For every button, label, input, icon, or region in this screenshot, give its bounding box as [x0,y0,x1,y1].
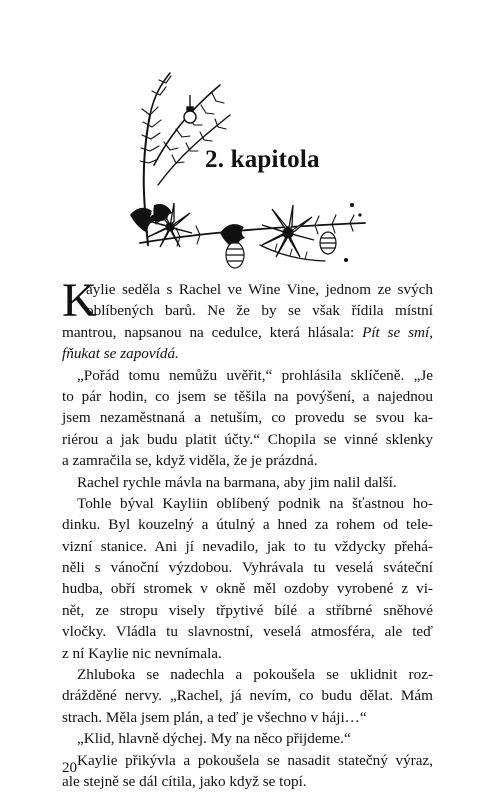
paragraph [62,750,433,793]
text-line: vločky. Vládla tu slavnostní, veselá atmosféra, ale teď [62,623,433,641]
paragraph [62,493,433,664]
text-line: Zhluboka se nadechla a pokoušela se uklidnit roz- [77,666,433,684]
paragraph [62,664,433,728]
paragraph [62,274,434,365]
text-line: Tohle býval Kayliin oblíbený podnik na šťastnou ho- [77,494,433,512]
text-line: vizní stanice. Ani jí nevadilo, jak to tu vždycky přehá- [62,537,433,555]
paragraph [62,728,433,749]
text-line: hudba, obří stromek v okně měl ozdoby vyrobené z vi- [62,580,433,598]
text-line: strach. Měla jsem plán, a teď je všechno v háji…“ [62,708,367,726]
chapter-title: 2. kapitola [205,146,320,173]
body-text [62,274,434,792]
text-line: Kaylie přikývla a pokoušela se nasadit statečný výraz, [77,751,433,769]
text-line: ale stejně se dál cítila, jako když se topí. [62,772,307,790]
text-line: fňukat se zapovídá. [62,345,179,363]
paragraph [62,365,433,472]
text-line: riérou a jak budu platit účty.“ Chopila se vinné sklenky [62,430,433,448]
text-line: nět, ze stropu visely třpytivé bílé a stříbrné sněhové [62,601,433,619]
text-line: dinku. Byl kouzelný a útulný a hned za rohem od tele- [62,516,433,534]
text-line: „Pořád tomu nemůžu uvěřit,“ prohlásila sklíčeně. „Je [77,366,433,384]
text-line: oblíbených barů. Ne že by se však řídila místní [86,302,433,320]
text-line: „Klid, hlavně dýchej. My na něco přijdeme.“ [77,730,351,748]
text-line: něli s vánoční výzdobou. Vyhrávala tu veselá sváteční [62,559,433,577]
text-line: Rachel rychle mávla na barmana, aby jim nalil další. [77,473,397,491]
page-number: 20 [62,760,77,776]
drop-cap: K [62,274,97,327]
text-line-content: mantrou, napsanou na cedulce, která hlásala: Pít se smí, [62,323,434,341]
text-line: aylie seděla s Rachel ve Wine Vine, jednom ze svých [86,281,433,298]
text-line: z ní Kaylie nic nevnímala. [62,644,222,662]
text-line: jsem nezaměstnaná a netuším, co provedu se svou ka- [62,409,433,427]
text-line: a zamračila se, když viděla, že je prázdná. [62,452,318,470]
text-line: to pár hodin, co jsem se těšila na povýšení, a najednou [62,387,433,405]
paragraph [62,472,433,493]
text-line [62,322,433,343]
text-line: drážděné nervy. „Rachel, já nevím, co budu dělat. Mám [62,687,433,705]
